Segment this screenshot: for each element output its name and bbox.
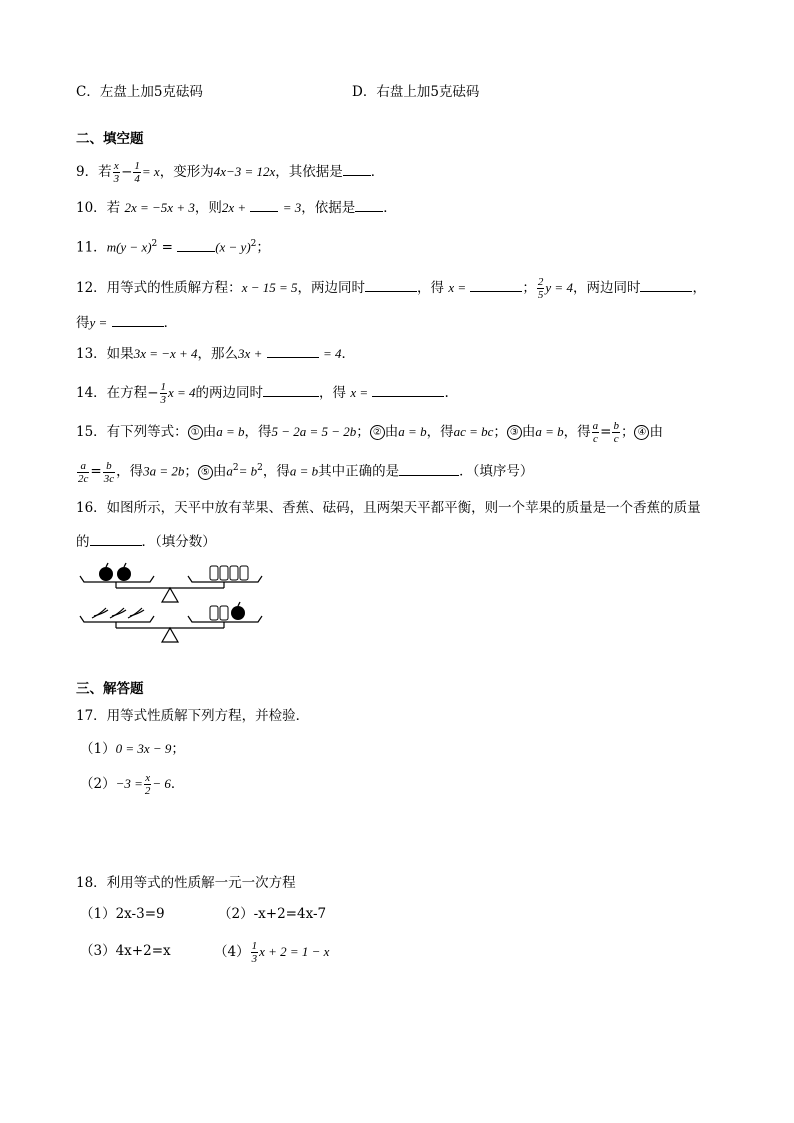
q12-blank-1[interactable]	[365, 277, 417, 292]
q15-item-2-marker: ②	[370, 425, 385, 440]
q13-equation: 3x = −x + 4	[133, 346, 198, 361]
weight-icon	[210, 606, 228, 620]
question-18: 18．利用等式的性质解一元一次方程	[76, 875, 296, 891]
q10-blank-2[interactable]	[355, 197, 383, 212]
question-17-part-1: （1）0 = 3x − 9；	[80, 741, 185, 757]
question-13: 13．如果3x = −x + 4，那么3x + = 4．	[76, 343, 355, 363]
q15-frac-4b: $\frac{b}{3c}$	[103, 459, 115, 485]
q9-blank[interactable]	[343, 161, 371, 176]
balance-bottom	[80, 616, 262, 642]
q11-lhs: m(y − x)	[106, 239, 152, 255]
q16-blank[interactable]	[90, 531, 142, 546]
q15-item-5-marker: ⑤	[198, 465, 213, 480]
q14-blank-2[interactable]	[372, 382, 444, 397]
question-16: 16．如图所示，天平中放有苹果、香蕉、砝码，且两架天平都平衡，则一个苹果的质量是一个香蕉的质量	[76, 500, 701, 516]
q15-frac-3a: $\frac{a}{c}$	[592, 420, 599, 445]
question-15-line-2: $\frac{a}{2c}$ = $\frac{b}{3c}$ ，得3a = 2b； ⑤ 由$a^2= b^2$，得a = b其中正确的是 ．（填序号）	[78, 459, 534, 485]
question-17-part-2: （2）−3 = $\frac{x}{2}$ − 6．	[80, 772, 185, 797]
question-18-item-4: （4） $\frac{1}{3}$ x + 2 = 1 − x	[214, 940, 330, 965]
q15-item-4-marker: ④	[634, 425, 649, 440]
q12-frac: $\frac{2}{5}$	[537, 276, 544, 301]
q14-frac: $\frac{1}{3}$	[160, 381, 166, 406]
q12-blank-4[interactable]	[112, 312, 164, 327]
q15-item-3-marker: ③	[507, 425, 522, 440]
q10-equation: 2x = −5x + 3	[124, 200, 195, 215]
q18-frac: $\frac{1}{3}$	[251, 940, 258, 965]
apple-icon	[99, 563, 131, 581]
question-17: 17．用等式性质解下列方程，并检验．	[76, 708, 310, 724]
q13-blank[interactable]	[267, 343, 319, 358]
balance-scales-figure	[76, 560, 276, 648]
question-12: 12．用等式的性质解方程：x − 15 = 5，两边同时 ，得 x = ； $\frac{2}{5}$ y = 4，两边同时 ，	[76, 276, 706, 301]
weight-icon	[210, 566, 248, 580]
question-16-line-2: 的 ．（填分数）	[76, 531, 216, 551]
q12-blank-3[interactable]	[640, 277, 692, 292]
q9-frac-1: $\frac{x}{3}$	[113, 160, 120, 185]
apple-icon	[231, 602, 245, 620]
q9-equation: 4x−3 = 12x	[213, 164, 276, 179]
q12-blank-2[interactable]	[470, 277, 522, 292]
q11-blank[interactable]	[177, 237, 215, 252]
q15-item-1-marker: ①	[188, 425, 203, 440]
q15-frac-3b: $\frac{b}{c}$	[613, 420, 619, 445]
question-18-item-1: （1）2x-3=9	[80, 906, 165, 922]
q15-blank[interactable]	[399, 461, 459, 476]
q12-equation-2: y = 4	[545, 280, 573, 295]
choice-c: C．左盘上加5克砝码	[76, 84, 203, 100]
q14-equation: x = 4	[168, 385, 196, 400]
section-title-fill-blank: 二、填空题	[76, 131, 144, 147]
q9-tail: ，其依据是	[275, 164, 343, 180]
question-14: 14．在方程− $\frac{1}{3}$ x = 4的两边同时 ，得 x = .	[76, 381, 449, 406]
q9-rhs: = x	[141, 164, 160, 179]
question-11: 11．$m(y - x)^2 = (x - y)^2$；	[76, 235, 270, 257]
question-12-line-2: 得y = ．	[76, 312, 177, 332]
q15-frac-4a: $\frac{a}{2c}$	[78, 459, 89, 485]
question-15: 15．有下列等式： ① 由a = b，得5 − 2a = 5 − 2b； ② 由a = b，得ac = bc； ③ 由a = b，得 $\frac{a}{c}$ = $\frac{b}{c}$ ； ④ 由	[76, 420, 663, 445]
question-18-item-3: （3）4x+2=x	[80, 943, 171, 959]
q14-blank-1[interactable]	[263, 382, 319, 397]
q12-equation-1: x − 15 = 5	[241, 280, 298, 295]
banana-icon	[92, 608, 144, 618]
q9-mid: ，变形为	[159, 164, 214, 180]
q9-frac-2: $\frac{1}{4}$	[134, 160, 140, 185]
section-title-answer: 三、解答题	[76, 681, 144, 697]
choice-d: D．右盘上加5克砝码	[352, 84, 480, 100]
q10-blank-1[interactable]	[250, 197, 278, 212]
q17-frac: $\frac{x}{2}$	[144, 772, 151, 797]
q9-prefix: 9．若	[76, 164, 112, 180]
question-10: 10．若 2x = −5x + 3，则2x + = 3，依据是 ．	[76, 197, 397, 217]
question-9: 9．若 $\frac{x}{3}$ − $\frac{1}{4}$ = x，变形为4x−3 = 12x，其依据是 ．	[76, 160, 385, 185]
question-18-item-2: （2）-x+2=4x-7	[218, 906, 327, 922]
